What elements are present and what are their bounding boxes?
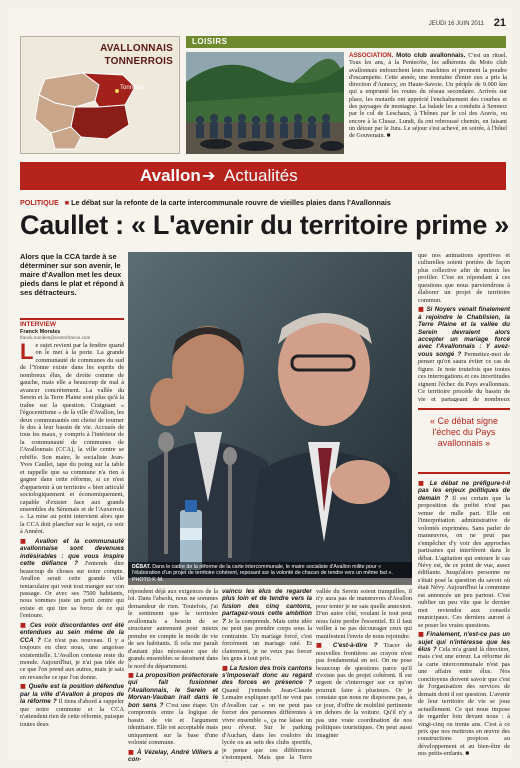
interview-answer: Permettez-moi de penser qu'on saura éviter ce cas de figure. Je note toutefois que toutes ces interrogations et ces incertitudes signent l'échec du Pays avallonnais. Ce territoire procède du bassin de vie et partageant de nombreux	[418, 350, 510, 402]
interview-question: Quelle est la position défendue par la ville d'Avallon à propos de la réforme ?	[20, 683, 124, 706]
interview-box	[20, 318, 124, 338]
caption-text: Dans le cadre de la réforme de la carte intercommunale, le maire socialiste d'Avallon milite pour « l'élaboration d'un projet de territoire cohérent, reposant sur la volonté de chacun de tendre vers un même but ». PHOTO F. M.	[132, 564, 393, 583]
article-standfirst: Alors que la CCA tarde à se déterminer sur son avenir, le maire d'Avallon met les deux pieds dans le plat et répond à ses détracteurs.	[20, 252, 124, 297]
interview-question: C'est-à-dire ?	[332, 642, 378, 650]
loisirs-bar	[186, 36, 506, 48]
square-bullet-icon: ■	[316, 642, 327, 650]
region-brand-box	[20, 36, 180, 154]
paragraph: que nos animations sportives et culturelles soient portées de façon plus collective afin de mieux les profiler. C'est en répondant à ces questions que nous parviendrons à élaborer un projet de territoire commun.	[418, 252, 510, 304]
square-bullet-icon: ■	[418, 631, 425, 639]
interview-answer: Tracer de nouvelles frontières au crayon n'est pas fondamental en soi. On ne pose beaucoup de questions parce qu'il n'existe pas de projet cohérent. Il est urgent de s'interroger sur ce qu'on pourrait faire à plusieurs. Or je constate que nous ne disposons pas, à ce jour, d'offre de mobilité pertinente en dehors de la voiture. Qu'il n'y a pas une vraie coordination de nos politiques touristiques. On peut aussi imaginer	[316, 642, 412, 739]
square-bullet-icon: ■	[128, 748, 135, 756]
arrow-right-icon: ➔	[202, 166, 216, 185]
article-kicker	[20, 198, 510, 207]
article-column-2	[128, 588, 218, 762]
interview-question: Finalement, n'est-ce pas un sujet qui n'intéresse que les élus ?	[418, 631, 510, 653]
moto-club-article	[349, 52, 507, 140]
square-bullet-icon: ■	[20, 621, 28, 629]
section-name: Actualités	[224, 166, 298, 185]
region-map-icon	[25, 67, 175, 153]
interview-answer: C'est une étape. Un compromis entre la logique de bassin de vie et l'argument identitaire. Elle est acceptable mais uniquement sur la base d'une volonté commune.	[128, 701, 218, 747]
press-conference-illustration	[128, 252, 412, 578]
newspaper-page	[8, 8, 512, 760]
photo-caption	[128, 562, 412, 585]
article-column-4	[316, 588, 412, 762]
kicker-rubric: POLITIQUE	[20, 198, 59, 207]
author-email: franck.morales@centrefrance.com	[20, 335, 91, 340]
kicker-text: Le débat sur la refonte de la carte intercommunale rouvre de vieilles plaies dans l'Avallonnais	[71, 198, 391, 207]
map-town-label: Tonnerre	[120, 85, 144, 91]
article-column-6	[418, 480, 510, 762]
interview-answer: Cela m'a grand là direction, mais c'est une erreur. La réforme de la carte intercommunale n'est pas une affaire entre élus. Nos concitoyens doivent savoir que c'est de l'organisation des services de demain dont il est question. L'avenir de leur territoire de vie se joue actuellement. Ce qui nous impose de regarder loin devant nous : à vingt-cinq ou trente ans. C'est à ce prix que nos mettrons en œuvre des constructions propices au développement et au bien-être de nos petits-enfants. ■	[418, 645, 510, 758]
paragraph: vallée du Serein soient tranquilles, il n'y aura pas de manœuvres d'Avallon pour tenter je ne sais quelle annexion. D'un autre côté, voulant le tout peut nous faire perdre l'essentiel. Et il faut veiller à ne pas décourager ceux qui manifestent l'envie de nous rejoindre.	[316, 588, 412, 640]
page-header	[8, 8, 512, 32]
square-bullet-icon: ■	[20, 683, 27, 691]
interview-question: vaincu les élus de regarder plus loin et de tendre vers la fusion des cinq cantons, partagez-vous cette ambition ?	[222, 588, 312, 625]
square-bullet-icon: ■	[20, 537, 30, 545]
section-banner	[20, 162, 506, 190]
article-column-1	[20, 342, 124, 762]
square-bullet-icon: ■	[418, 306, 425, 314]
interview-answer: J'entends dire beaucoup de choses sur notre compte. Avallon serait cette grande ville tentaculaire qui veut tout manger sur son passage. Or avec ses 7500 habitants, nous sommes juste un petit centre qui existe et qui tire sa force de ce qui l'entoure.	[20, 560, 124, 620]
square-bullet-icon: ■	[222, 664, 229, 672]
article-headline: Caullet : « L'avenir du territoire prime »	[20, 210, 509, 240]
section-city: Avallon	[140, 166, 201, 185]
article-column-3	[222, 588, 312, 762]
moto-article-rubric: ASSOCIATION.	[349, 52, 394, 59]
region-name-1: AVALLONNAIS	[100, 43, 173, 54]
interview-question: La proposition préfectorale qui fait fusionner l'Avallonnais, le Serein et Morvan-Vauban irait dans le bon sens ?	[128, 671, 218, 709]
interview-question: Si Noyers venait finalement à rejoindre le Chablisien, la Terre Plaine et la vallée du Serein devraient alors accepter un mariage forcé avec l'Avallonnais : Y avez-vous songé ?	[418, 306, 510, 358]
group-photo-illustration	[186, 52, 344, 154]
paragraph: répondent déjà aux exigences de la loi. Dans l'absolu, nous ne sommes demandeur de rien. Toutefois, j'ai le sentiment que le territoire avallonnais a besoin de se structurer autrement pour mieux prendre en compte le mode de vie de ses habitants. Il cela me paraît d'autant plus nécessaire que de grands ensembles se dessinent dans le nord du département.	[128, 588, 218, 670]
interview-answer: Il tiens d'abord à rappeler que notre commune et la CCA n'attendent rien de cette réforme, puisque toutes deux	[20, 698, 124, 728]
moto-article-title: Moto club avallonnais.	[396, 52, 466, 59]
interview-answer: Il est certain que la proposition du préfet n'est pas venue de nulle part. Elle est l'interprétation administrative de volontés exprimées. Sans parler de manœuvres, on ne peut pas s'empêcher d'y voir des approches partisanes qui interfèrent dans le débat. L'agitation qui entoure le cas Névy est, de ce point de vue, assez édifiante. Jusqu'alors personne ne s'était posé la question du savoir où était Névy. Aujourd'hui la commune est annoncée un peu partout. C'est oublier un peu vite que le dernier mot reviendra aux conseils municipaux. Ces derniers auront à se poser les vraies questions.	[418, 494, 510, 629]
interview-answer: Je la comprends. Mais cette idée ne peut pas prendre corps sous la contrainte. Un mariage forcé, c'est forcément un mariage raté. Et clairement, je ne veux pas forcer les gens à tout prix.	[222, 617, 312, 663]
issue-date: JEUDI 16 JUIN 2011	[428, 21, 484, 27]
loisirs-label: LOISIRS	[192, 37, 228, 46]
interview-question: Ces voix discordantes ont été entendues au sein même de la CCA ?	[20, 621, 124, 644]
interview-question: La fusion des trois cantons s'imposerait donc au regard des forces en présence ?	[222, 664, 312, 687]
interview-answer: Quand j'entends Jean-Claude Lemaire expliquer qu'il ne veut pas d'Avallon car « on ne peut pas forcer des personnes différentes à vivre ensemble », ça me laisse un peu rêveur. Sur le parking d'Auchan, dans les couloirs du lycée ou au sein des clubs sportifs, je pense que ces différences s'estompent. Mais que la Terre	[222, 686, 312, 761]
region-name-2: TONNERROIS	[104, 56, 173, 67]
moto-club-photo	[186, 52, 344, 154]
author-name: Franck Morales	[20, 329, 61, 335]
square-bullet-icon: ■	[64, 198, 70, 207]
paragraph: e sujet revient par la fenêtre quand on le met à la porte. La grande communauté de communes du sud de l'Yonne existe dans les esprits de nombreux élus, de droite comme de gauche, mais elle a beaucoup de mal à avancer concrètement. La vallée du Serein et la Terre Plaine sont plus qu'à la traîne sur la question. Craignant « l'égocentrisme » de la ville d'Avallon, les deux communautés ont choisi de tourner le dos à leur bassin de vie. Accusés de tous les maux, y compris à l'intérieur de la communauté de communes de l'Avallonnais (CCA), la ville centre se rebiffe. Son maire, le socialiste Jean-Yves Caullet, tape du poing sur la table et rappelle que sa commune n'a rien à gagner dans cette réforme, si ce n'est d'appartenir à un territoire « bien articulé sociologiquement et économiquement, capable d'exister face aux grands ensembles du Sénonais et de l'Auxerrois ». La mise au point intervient alors que la CCA doit plancher sur le sujet, ce soir à Annéot.	[20, 342, 124, 536]
drop-cap: L	[20, 342, 34, 364]
pull-quote: « Ce débat signe l'échec du Pays avallonnais »	[418, 408, 510, 474]
page-number: 21	[493, 17, 506, 29]
interview-question: Le débat ne préfigure-t-il pas les enjeux politiques de demain ?	[418, 480, 510, 502]
main-photo	[128, 252, 412, 578]
interview-question: Avallon et la communauté avallonnaise sont devenues indésirables : que vous inspire cette défiance ?	[20, 537, 124, 568]
square-bullet-icon: ■	[128, 671, 135, 679]
interview-answer: Ce n'est pas nouveau. Il y a toujours eu chez nous, une angoisse existentielle. L'Avallon conteste reste du monde. Aujourd'hui, je n'ai pas idée de ce que l'on prend aux autres, mais je sais en revanche ce que l'on donne.	[20, 636, 124, 681]
moto-article-body: C'est un rituel. Tous les ans, à la Pentecôte, les adhérents du Moto club avallonnais enfourchent leurs machines et prennent la poudre d'escampette. Cette année, une trentaine d'entre eux a pris la direction d'Annecy, en Haute-Savoie. Un périple de 9.000 km qui a emprunté les routes du réseau secondaire. Arrivés sur place, les motards ont apprécié l'enchaînement des courbes et des paysages de montagne. La balade les a conduits à Semnoz par le col de Leschaux, à Thônes par le col des Aravis, ou encore à la Clusaz. Lundi, ils ont rebroussé chemin, en faisant un détour par le Jura. Le séjour s'est achevé, en soirée, à l'hôtel de Gouvenain. ■	[349, 52, 507, 140]
article-column-5	[418, 252, 510, 402]
square-bullet-icon: ■	[418, 480, 427, 487]
interview-label: INTERVIEW	[20, 321, 56, 328]
caption-lead: DÉBAT.	[132, 564, 151, 570]
interview-question: À Vézelay, André Villiers a con-	[128, 748, 218, 762]
